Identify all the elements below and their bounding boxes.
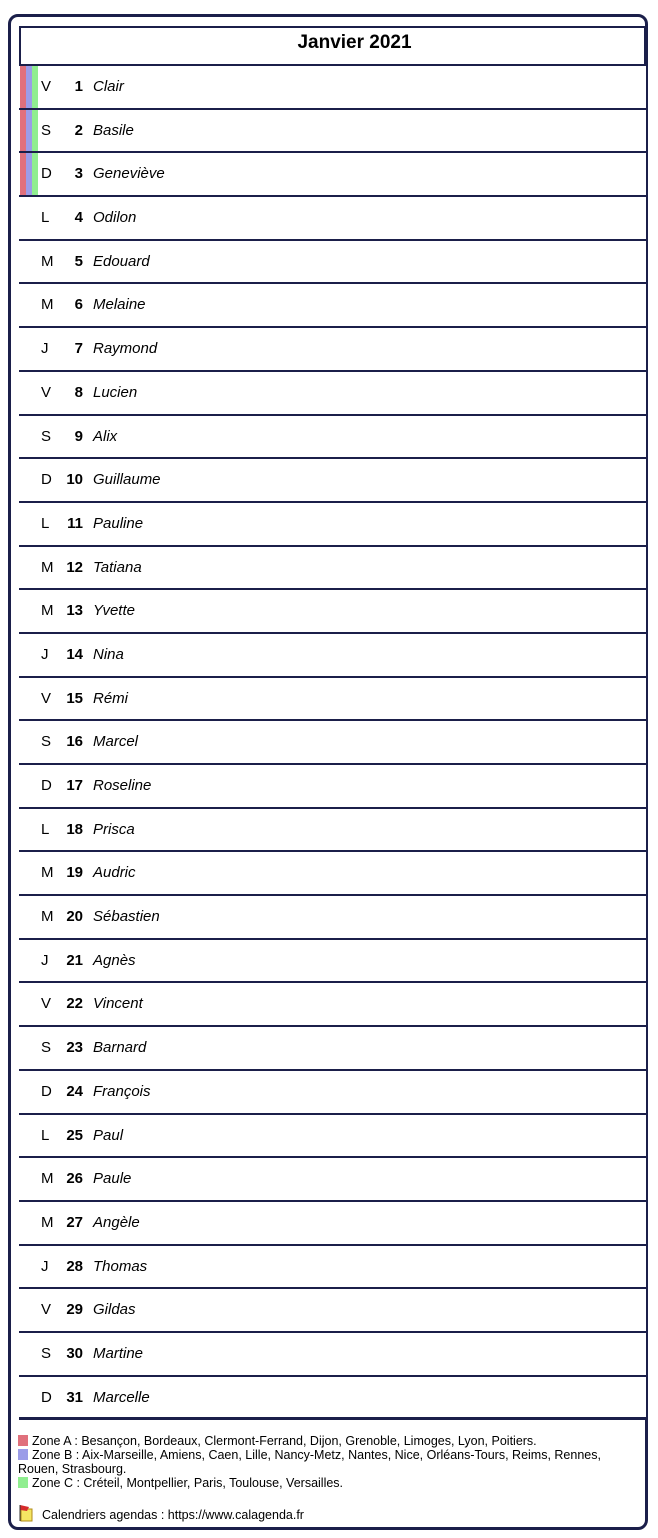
- zone-c-holiday-bar: [32, 153, 38, 195]
- day-number: 10: [66, 471, 83, 489]
- day-number: 26: [66, 1170, 83, 1188]
- day-row: [19, 1027, 646, 1071]
- day-row: [19, 983, 646, 1027]
- legend-zone-a: [18, 1434, 643, 1448]
- day-number: 29: [66, 1301, 83, 1319]
- saint-name: Nina: [93, 645, 124, 663]
- saint-name: Roseline: [93, 777, 152, 794]
- legend-zone-c-text: Zone C : Créteil, Montpellier, Paris, Toulouse, Versailles.: [32, 1476, 344, 1490]
- day-of-week: J: [41, 645, 49, 663]
- day-row: [19, 1289, 646, 1333]
- saint-name: Thomas: [93, 1257, 148, 1275]
- zone-legend: [18, 1434, 643, 1490]
- day-of-week: V: [41, 995, 52, 1013]
- day-number: 22: [66, 995, 83, 1013]
- day-of-week: J: [41, 1257, 49, 1275]
- day-row: [19, 896, 646, 940]
- saint-name: Gildas: [93, 1301, 136, 1319]
- day-of-week: L: [41, 209, 50, 227]
- zone-c-holiday-bar: [32, 110, 38, 152]
- day-row: [19, 1071, 646, 1115]
- day-number: 3: [74, 165, 83, 183]
- calendar-flag-icon: [18, 1504, 34, 1522]
- day-of-week: M: [41, 558, 54, 576]
- day-row: [19, 66, 646, 110]
- day-number: 7: [74, 340, 83, 358]
- legend-zone-c: [18, 1476, 643, 1490]
- day-row: [19, 110, 646, 154]
- day-row: [19, 1333, 646, 1377]
- footer-link[interactable]: Calendriers agendas : https://www.calagenda.fr: [42, 1508, 304, 1522]
- saint-name: Barnard: [93, 1039, 147, 1057]
- day-number: 25: [66, 1126, 83, 1144]
- day-of-week: M: [41, 602, 54, 620]
- day-number: 12: [66, 558, 83, 576]
- day-row: [19, 197, 646, 241]
- day-number: 5: [74, 252, 83, 270]
- day-row: [19, 940, 646, 984]
- day-row: [19, 416, 646, 460]
- day-number: 11: [67, 514, 83, 532]
- saint-name: Basile: [93, 121, 134, 139]
- day-row: [19, 547, 646, 591]
- day-row: [19, 1158, 646, 1202]
- day-number: 30: [66, 1344, 83, 1362]
- day-of-week: M: [41, 1170, 54, 1188]
- saint-name: Paule: [93, 1170, 132, 1188]
- day-of-week: L: [41, 820, 50, 838]
- day-number: 6: [74, 296, 83, 314]
- saint-name: Marcel: [93, 733, 139, 751]
- day-of-week: V: [41, 689, 52, 707]
- day-of-week: S: [41, 427, 52, 445]
- day-of-week: D: [41, 471, 52, 489]
- day-list: [19, 66, 646, 1420]
- calendar-sheet: [19, 26, 646, 1420]
- day-row: [19, 284, 646, 328]
- day-row: [19, 372, 646, 416]
- day-number: 1: [74, 78, 83, 95]
- day-number: 24: [66, 1082, 83, 1100]
- saint-name: Rémi: [93, 689, 129, 707]
- saint-name: Marcelle: [93, 1388, 150, 1406]
- day-of-week: J: [41, 340, 49, 358]
- saint-name: Edouard: [93, 252, 150, 270]
- legend-zone-a-text: Zone A : Besançon, Bordeaux, Clermont-Ferrand, Dijon, Grenoble, Limoges, Lyon, Poitiers.: [32, 1434, 537, 1448]
- saint-name: Guillaume: [93, 471, 161, 489]
- day-number: 13: [66, 602, 83, 620]
- day-number: 17: [66, 777, 83, 794]
- day-row: [19, 721, 646, 765]
- day-of-week: D: [41, 165, 52, 183]
- day-of-week: D: [41, 777, 52, 794]
- saint-name: Yvette: [93, 602, 135, 620]
- day-row: [19, 590, 646, 634]
- saint-name: François: [93, 1082, 151, 1100]
- saint-name: Odilon: [93, 209, 137, 227]
- zone-c-swatch-icon: [18, 1477, 28, 1488]
- day-of-week: S: [41, 121, 52, 139]
- saint-name: Melaine: [93, 296, 146, 314]
- day-number: 21: [66, 951, 83, 969]
- footer: [18, 1508, 304, 1522]
- day-of-week: V: [41, 1301, 52, 1319]
- day-number: 4: [74, 209, 83, 227]
- day-number: 31: [66, 1388, 83, 1406]
- day-row: [19, 503, 646, 547]
- saint-name: Tatiana: [93, 558, 142, 576]
- day-number: 27: [66, 1213, 83, 1231]
- saint-name: Geneviève: [93, 165, 165, 183]
- saint-name: Sébastien: [93, 908, 160, 926]
- day-row: [19, 852, 646, 896]
- day-row: [19, 765, 646, 809]
- day-row: [19, 809, 646, 853]
- day-of-week: S: [41, 1039, 52, 1057]
- legend-zone-b-text: Zone B : Aix-Marseille, Amiens, Caen, Lille, Nancy-Metz, Nantes, Nice, Orléans-Tours, Reims, Rennes, Rouen, Strasbourg.: [18, 1448, 601, 1476]
- day-of-week: M: [41, 908, 54, 926]
- saint-name: Alix: [93, 427, 118, 445]
- saint-name: Clair: [93, 78, 124, 95]
- day-of-week: V: [41, 78, 52, 95]
- day-of-week: D: [41, 1388, 52, 1406]
- day-of-week: D: [41, 1082, 52, 1100]
- legend-zone-b: [18, 1448, 643, 1476]
- day-row: [19, 1202, 646, 1246]
- day-of-week: M: [41, 252, 54, 270]
- day-of-week: S: [41, 733, 52, 751]
- day-row: [19, 678, 646, 722]
- day-number: 20: [66, 908, 83, 926]
- day-of-week: L: [41, 1126, 50, 1144]
- saint-name: Vincent: [93, 995, 143, 1013]
- saint-name: Angèle: [93, 1213, 140, 1231]
- day-row: [19, 1377, 646, 1421]
- day-of-week: M: [41, 296, 54, 314]
- day-number: 28: [66, 1257, 83, 1275]
- day-number: 8: [74, 383, 83, 401]
- day-number: 18: [66, 820, 83, 838]
- saint-name: Paul: [93, 1126, 124, 1144]
- day-number: 2: [74, 121, 83, 139]
- day-of-week: L: [41, 514, 50, 532]
- day-number: 9: [74, 427, 83, 445]
- zone-a-swatch-icon: [18, 1435, 28, 1446]
- day-row: [19, 634, 646, 678]
- saint-name: Martine: [93, 1344, 144, 1362]
- saint-name: Pauline: [93, 514, 144, 532]
- zone-c-holiday-bar: [32, 66, 38, 108]
- saint-name: Prisca: [93, 820, 135, 838]
- saint-name: Agnès: [93, 951, 136, 969]
- day-of-week: M: [41, 864, 54, 882]
- saint-name: Audric: [93, 864, 136, 882]
- saint-name: Lucien: [93, 383, 138, 401]
- saint-name: Raymond: [93, 340, 158, 358]
- day-number: 19: [66, 864, 83, 882]
- zone-b-swatch-icon: [18, 1449, 28, 1460]
- day-of-week: J: [41, 951, 49, 969]
- day-row: [19, 241, 646, 285]
- day-row: [19, 459, 646, 503]
- day-number: 23: [66, 1039, 83, 1057]
- day-row: [19, 153, 646, 197]
- day-of-week: V: [41, 383, 52, 401]
- day-row: [19, 1115, 646, 1159]
- day-number: 16: [66, 733, 83, 751]
- day-row: [19, 1246, 646, 1290]
- day-of-week: S: [41, 1344, 52, 1362]
- day-number: 14: [66, 645, 83, 663]
- day-of-week: M: [41, 1213, 54, 1231]
- month-title: Janvier 2021: [297, 32, 412, 53]
- day-number: 15: [66, 689, 83, 707]
- month-title-box: [19, 26, 646, 66]
- day-row: [19, 328, 646, 372]
